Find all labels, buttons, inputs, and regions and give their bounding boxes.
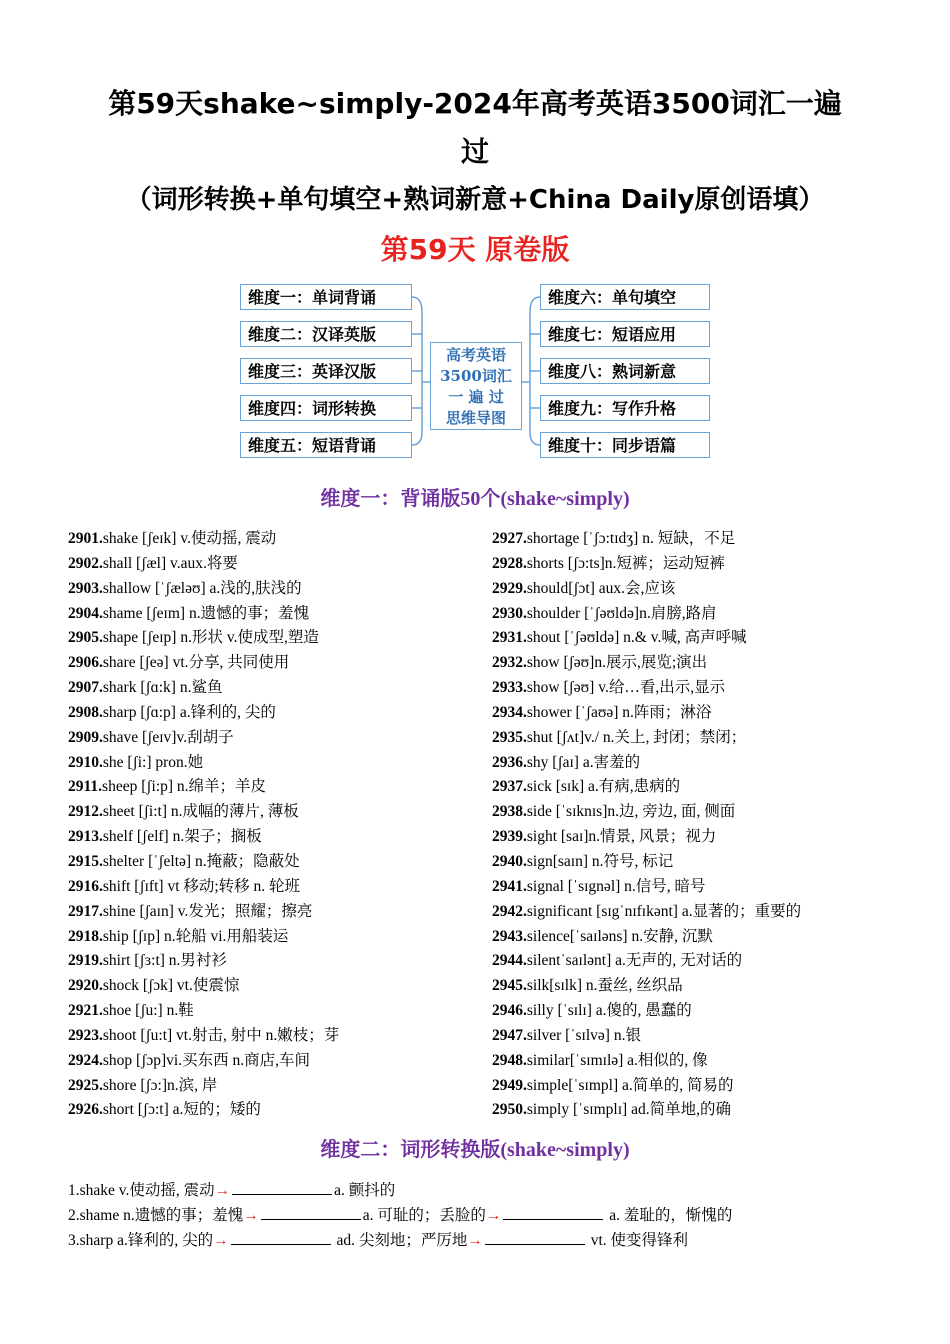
vocab-definition: shake [ʃeɪk] v.使动摇, 震动 xyxy=(102,530,277,547)
mind-map-item: 维度三：英译汉版 xyxy=(240,358,412,384)
exercise-hint: a. 羞耻的，惭愧的 xyxy=(605,1206,733,1224)
vocab-number: 2930. xyxy=(492,604,527,622)
mind-map-item: 维度四：词形转换 xyxy=(240,395,412,421)
vocab-definition: shirt [ʃɜ:t] n.男衬衫 xyxy=(102,952,227,970)
vocab-number: 2948. xyxy=(492,1051,527,1069)
vocab-definition: shift [ʃɪft] vt 移动;转移 n. 轮班 xyxy=(102,877,301,895)
exercise-prompt: 3.sharp a.锋利的, 尖的 xyxy=(68,1231,214,1249)
vocab-number: 2927. xyxy=(492,530,527,547)
exercise-hint: vt. 使变得锋利 xyxy=(586,1231,689,1249)
vocab-entry xyxy=(492,875,932,900)
vocab-number: 2929. xyxy=(492,579,527,597)
vocab-entry xyxy=(492,974,932,999)
vocab-number: 2946. xyxy=(492,1002,527,1020)
mind-map-center-line: 高考英语 xyxy=(445,346,506,364)
vocab-number: 2947. xyxy=(492,1026,527,1044)
vocab-number: 2911. xyxy=(68,778,103,796)
vocab-number: 2920. xyxy=(68,977,103,995)
vocab-definition: she [ʃi:] pron.她 xyxy=(102,753,204,771)
mind-map-item: 维度二：汉译英版 xyxy=(240,321,412,347)
vocab-entry xyxy=(68,800,508,825)
vocab-number: 2945. xyxy=(492,977,527,995)
vocab-entry xyxy=(68,974,508,999)
vocab-number: 2918. xyxy=(68,927,103,945)
version-label: 第59天 原卷版 xyxy=(380,233,570,266)
vocab-entry xyxy=(68,577,508,602)
vocab-entry xyxy=(492,999,932,1024)
vocab-entry xyxy=(492,626,932,651)
vocab-definition: shoe [ʃu:] n.鞋 xyxy=(102,1002,194,1020)
mind-map-item: 维度五：短语背诵 xyxy=(240,432,412,458)
vocab-entry xyxy=(68,552,508,577)
answer-blank[interactable] xyxy=(503,1203,603,1220)
vocab-number: 2942. xyxy=(492,902,527,920)
vocab-definition: shy [ʃaɪ] a.害羞的 xyxy=(526,753,641,771)
vocab-entry xyxy=(492,602,932,627)
vocab-entry xyxy=(492,577,932,602)
vocab-definition: shop [ʃɔp]vi.买东西 n.商店,车间 xyxy=(102,1051,310,1069)
vocab-definition: show [ʃəʊ] v.给…看,出示,显示 xyxy=(526,679,726,697)
vocab-number: 2925. xyxy=(68,1076,103,1094)
mind-map-center xyxy=(430,342,522,430)
vocab-number: 2937. xyxy=(492,778,527,796)
vocab-definition: shelter [ˈʃeltə] n.掩蔽；隐蔽处 xyxy=(102,852,300,870)
vocab-definition: silence[ˈsaɪləns] n.安静, 沉默 xyxy=(526,927,713,945)
vocab-entry xyxy=(68,651,508,676)
vocab-number: 2905. xyxy=(68,629,103,647)
answer-blank[interactable] xyxy=(261,1203,361,1220)
exercise-row xyxy=(68,1178,888,1203)
vocab-entry xyxy=(68,1074,508,1099)
vocab-definition: sheet [ʃi:t] n.成幅的薄片, 薄板 xyxy=(102,803,299,821)
vocab-definition: simply [ˈsɪmplɪ] ad.简单地,的确 xyxy=(526,1101,731,1119)
section-heading-word-forms: 维度二：词形转换版(shake~simply) xyxy=(320,1139,630,1161)
vocab-definition: shout [ˈʃəʊldə] n.& v.喊, 高声呼喊 xyxy=(526,629,747,647)
vocab-entry xyxy=(68,751,508,776)
vocab-entry xyxy=(492,1049,932,1074)
vocab-number: 2944. xyxy=(492,952,527,970)
vocab-definition: ship [ʃɪp] n.轮船 vi.用船装运 xyxy=(102,927,289,945)
vocab-entry xyxy=(492,1024,932,1049)
section-heading-recite: 维度一：背诵版50个(shake~simply) xyxy=(320,488,630,510)
vocab-definition: shortage [ˈʃɔ:tɪdʒ] n. 短缺，不足 xyxy=(526,530,736,547)
vocab-entry xyxy=(68,900,508,925)
vocab-definition: shark [ʃɑ:k] n.鲨鱼 xyxy=(102,679,223,697)
vocab-definition: similar[ˈsɪmɪlə] a.相似的, 像 xyxy=(526,1051,708,1069)
vocab-entry xyxy=(492,651,932,676)
vocab-definition: share [ʃeə] vt.分享, 共同使用 xyxy=(102,654,290,672)
mind-map-item: 维度一：单词背诵 xyxy=(240,284,412,310)
arrow-right-icon: → xyxy=(213,1231,229,1249)
vocab-number: 2921. xyxy=(68,1002,103,1020)
vocab-definition: shoot [ʃu:t] vt.射击, 射中 n.嫩枝；芽 xyxy=(102,1026,340,1044)
vocab-number: 2949. xyxy=(492,1076,527,1094)
vocab-number: 2915. xyxy=(68,852,103,870)
vocab-entry xyxy=(68,1024,508,1049)
vocab-definition: shine [ʃaɪn] v.发光；照耀；擦亮 xyxy=(102,902,313,920)
exercise-prompt: 1.shake v.使动摇, 震动 xyxy=(68,1182,215,1199)
vocab-definition: side [ˈsɪknɪs]n.边, 旁边, 面, 侧面 xyxy=(526,803,736,821)
title-line-1: 第59天shake~simply-2024年高考英语3500词汇一遍 xyxy=(108,87,842,120)
vocab-entry xyxy=(492,726,932,751)
vocab-definition: shave [ʃeɪv]v.刮胡子 xyxy=(102,728,234,746)
vocab-entry xyxy=(68,999,508,1024)
vocab-number: 2909. xyxy=(68,728,103,746)
vocab-number: 2904. xyxy=(68,604,103,622)
vocab-number: 2936. xyxy=(492,753,527,771)
vocab-list-left xyxy=(68,527,508,1123)
vocab-number: 2910. xyxy=(68,753,103,771)
vocab-number: 2928. xyxy=(492,554,527,572)
vocab-definition: shock [ʃɔk] vt.使震惊 xyxy=(102,977,240,995)
exercise-row xyxy=(68,1203,888,1228)
vocab-entry xyxy=(68,949,508,974)
exercise-hint: a. 可耻的；丢脸的 xyxy=(362,1206,486,1224)
vocab-number: 2907. xyxy=(68,679,103,697)
vocab-number: 2940. xyxy=(492,852,527,870)
vocab-definition: signal [ˈsɪgnəl] n.信号, 暗号 xyxy=(526,877,706,895)
vocab-entry xyxy=(492,800,932,825)
vocab-number: 2916. xyxy=(68,877,103,895)
arrow-right-icon: → xyxy=(243,1206,259,1224)
vocab-definition: shall [ʃæl] v.aux.将要 xyxy=(102,554,238,572)
vocab-entry xyxy=(492,527,932,552)
vocab-definition: shelf [ʃelf] n.架子；搁板 xyxy=(102,828,262,846)
vocab-number: 2903. xyxy=(68,579,103,597)
arrow-right-icon: → xyxy=(485,1206,502,1224)
vocab-entry xyxy=(68,925,508,950)
page-subtitle: （词形转换+单句填空+熟词新意+China Daily原创语填） xyxy=(125,185,825,215)
vocab-number: 2943. xyxy=(492,927,527,945)
vocab-definition: sharp [ʃɑ:p] a.锋利的, 尖的 xyxy=(102,703,276,721)
vocab-number: 2932. xyxy=(492,654,527,672)
vocab-entry xyxy=(68,775,508,800)
arrow-right-icon: → xyxy=(214,1182,231,1199)
vocab-number: 2931. xyxy=(492,629,527,647)
vocab-definition: shower [ˈʃaʊə] n.阵雨；淋浴 xyxy=(526,703,712,721)
vocab-entry xyxy=(492,900,932,925)
vocab-entry xyxy=(492,775,932,800)
vocab-entry xyxy=(68,626,508,651)
vocab-entry xyxy=(68,527,508,552)
vocab-entry xyxy=(492,825,932,850)
vocab-entry xyxy=(492,552,932,577)
mind-map-item: 维度十：同步语篇 xyxy=(540,432,710,458)
arrow-right-icon: → xyxy=(467,1231,483,1249)
vocab-entry xyxy=(68,875,508,900)
vocab-entry xyxy=(68,676,508,701)
vocab-number: 2906. xyxy=(68,654,103,672)
vocab-definition: silentˈsaɪlənt] a.无声的, 无对话的 xyxy=(526,952,743,970)
vocab-definition: shoulder [ˈʃəʊldə]n.肩膀,路肩 xyxy=(526,604,717,622)
vocab-definition: silver [ˈsɪlvə] n.银 xyxy=(526,1026,641,1044)
vocab-entry xyxy=(492,676,932,701)
vocab-number: 2939. xyxy=(492,828,527,846)
vocab-entry xyxy=(68,825,508,850)
vocab-entry xyxy=(492,1098,932,1123)
vocab-entry xyxy=(68,602,508,627)
vocab-definition: shape [ʃeɪp] n.形状 v.使成型,塑造 xyxy=(102,629,319,647)
vocab-number: 2913. xyxy=(68,828,103,846)
exercise-hint: a. 颤抖的 xyxy=(334,1182,396,1199)
vocab-entry xyxy=(492,1074,932,1099)
vocab-definition: should[ʃɔt] aux.会,应该 xyxy=(526,579,676,597)
vocab-entry xyxy=(68,1098,508,1123)
vocab-definition: show [ʃəʊ]n.展示,展览;演出 xyxy=(526,654,708,672)
vocab-definition: silk[sɪlk] n.蚕丝, 丝织品 xyxy=(526,977,683,995)
vocab-definition: significant [sɪgˈnɪfɪkənt] a.显著的；重要的 xyxy=(526,902,802,920)
vocab-definition: simple[ˈsɪmpl] a.简单的, 简易的 xyxy=(526,1076,734,1094)
vocab-entry xyxy=(68,726,508,751)
mind-map-item: 维度九：写作升格 xyxy=(540,395,710,421)
vocab-list-right xyxy=(492,527,932,1123)
page-title xyxy=(60,80,890,176)
vocab-entry xyxy=(492,850,932,875)
vocab-number: 2924. xyxy=(68,1051,103,1069)
vocab-number: 2912. xyxy=(68,803,103,821)
vocab-definition: shut [ʃʌt]v./ n.关上, 封闭；禁闭； xyxy=(526,728,747,746)
vocab-entry xyxy=(492,701,932,726)
answer-blank[interactable] xyxy=(231,1228,331,1245)
exercise-hint: ad. 尖刻地；严厉地 xyxy=(332,1231,468,1249)
vocab-number: 2902. xyxy=(68,554,103,572)
exercise-list xyxy=(68,1178,888,1252)
vocab-number: 2933. xyxy=(492,679,527,697)
vocab-definition: shorts [ʃɔ:ts]n.短裤；运动短裤 xyxy=(526,554,725,572)
mind-map-center-line: 思维导图 xyxy=(445,409,506,427)
mind-map-center-line: 3500词汇 xyxy=(440,367,512,385)
vocab-entry xyxy=(68,850,508,875)
vocab-number: 2950. xyxy=(492,1101,527,1119)
vocab-definition: shallow [ˈʃæləʊ] a.浅的,肤浅的 xyxy=(102,579,302,597)
answer-blank[interactable] xyxy=(485,1228,585,1245)
vocab-entry xyxy=(68,701,508,726)
vocab-definition: shore [ʃɔ:]n.滨, 岸 xyxy=(102,1076,218,1094)
vocab-definition: short [ʃɔ:t] a.短的；矮的 xyxy=(102,1101,261,1119)
exercise-prompt: 2.shame n.遗憾的事；羞愧 xyxy=(68,1206,244,1224)
vocab-entry xyxy=(68,1049,508,1074)
vocab-number: 2934. xyxy=(492,703,527,721)
mind-map-item: 维度七：短语应用 xyxy=(540,321,710,347)
vocab-entry xyxy=(492,751,932,776)
vocab-number: 2938. xyxy=(492,803,527,821)
mind-map-item: 维度八：熟词新意 xyxy=(540,358,710,384)
vocab-definition: sheep [ʃi:p] n.绵羊；羊皮 xyxy=(102,778,267,796)
vocab-number: 2917. xyxy=(68,902,103,920)
mind-map-center-line: 一 遍 过 xyxy=(448,388,504,406)
vocab-definition: shame [ʃeɪm] n.遗憾的事；羞愧 xyxy=(102,604,310,622)
vocab-definition: silly [ˈsɪlɪ] a.傻的, 愚蠢的 xyxy=(526,1002,692,1020)
vocab-definition: sick [sɪk] a.有病,患病的 xyxy=(526,778,681,796)
mind-map xyxy=(240,282,712,462)
vocab-number: 2923. xyxy=(68,1026,103,1044)
vocab-number: 2926. xyxy=(68,1101,103,1119)
vocab-number: 2908. xyxy=(68,703,103,721)
answer-blank[interactable] xyxy=(232,1178,332,1195)
vocab-definition: sign[saɪn] n.符号, 标记 xyxy=(526,852,674,870)
vocab-number: 2941. xyxy=(492,877,527,895)
vocab-number: 2901. xyxy=(68,530,103,547)
vocab-number: 2919. xyxy=(68,952,103,970)
exercise-row xyxy=(68,1228,888,1253)
vocab-entry xyxy=(492,925,932,950)
mind-map-item: 维度六：单句填空 xyxy=(540,284,710,310)
vocab-entry xyxy=(492,949,932,974)
vocab-definition: sight [saɪ]n.情景, 风景；视力 xyxy=(526,828,717,846)
vocab-number: 2935. xyxy=(492,728,527,746)
title-line-2: 过 xyxy=(460,135,489,168)
